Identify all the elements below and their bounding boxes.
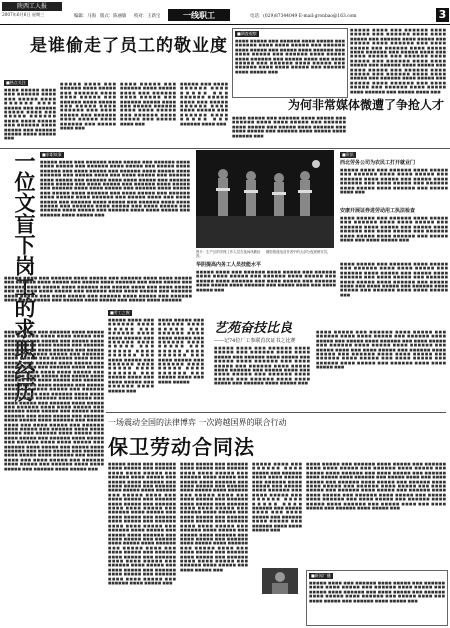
body-text-block: ■■■■■ ■■■■ ■■■ ■■■■■■ ■■■■ ■■■■■ ■■■ ■■■■■■ ■■■■ ■■■■ ■■■■■ ■■■ ■■■■■■ ■■■■ ■■■■■ ■■■ ■■■■■ ■■■■ ■■■■■■ ■■■ ■■■■ ■■■■■ ■■■ ■■■■■■ ■■■■ ■■■■■ ■■■■ ■■■■■■ ■■■ ■■■■■ ■■■■ ■■■ ■■■■ ■■■■■ ■■■ ■■■■■■ ■■■■ ■■■■■ ■■■ bbox=[309, 581, 445, 603]
body-text-block: ■■■■ ■■■■■ ■■■ ■■■■■■ ■■■■ ■■■■■ ■■■ ■■■■■■ ■■■■ ■■■■ ■■■■■ ■■■ ■■■■■■ ■■■■ ■■■■■ ■■■ ■■■■■ ■■■■ ■■■■■■ ■■■ ■■■■ ■■■■■ ■■■ ■■■■■■ ■■■■ ■■■■■ ■■■■ ■■■■■■ ■■■ ■■■■■ ■■■■ ■■■ ■■■■ ■■■■■ ■■■ ■■■■■■ ■■■■ ■■■■■ ■■■ ■■■■■■ ■■■■ ■■■■ ■■■■■ ■■■ ■■■■■■ ■■■■ ■■■■■ ■■■ bbox=[235, 39, 345, 74]
headline-main: 是谁偷走了员工的敬业度 bbox=[30, 36, 228, 56]
headline-labor: 保卫劳动合同法 bbox=[108, 435, 255, 459]
photo-worker bbox=[262, 568, 298, 594]
section-divider bbox=[0, 148, 450, 149]
dateline: 2007年6月6日 星期三 bbox=[2, 12, 45, 17]
headline-media: 为何非常媒体微遭了争抢人才 bbox=[288, 98, 445, 112]
tag-news-broadcast: ■新闻广播 bbox=[311, 573, 331, 578]
boxed-article bbox=[232, 28, 348, 98]
tag-hot: ■热点关注 bbox=[6, 80, 26, 85]
contact-phone bbox=[250, 13, 356, 19]
headline-labor-sub: 一场震动全国的法律博弈 一次跨越国界的联合行动 bbox=[108, 418, 287, 427]
proof-credit: 校对：王新宝 bbox=[134, 14, 161, 19]
body-text-block: ■■■■■ ■■■■ ■■■ ■■■■■■ ■■■■ ■■■■■ ■■■ ■■■■■■ ■■■■ ■■■■ ■■■■■ ■■■ ■■■■■■ ■■■■ ■■■■■ ■■■ ■■■■■ ■■■■ ■■■■■■ ■■■ ■■■■ ■■■■■ ■■■ ■■■■■■ ■■■■ ■■■■■ ■■■■ ■■■■■■ ■■■ ■■■■■ ■■■■ ■■■ ■■■■ ■■■■■ ■■■ bbox=[196, 270, 336, 292]
headline-skill: 艺苑奋技比良 bbox=[214, 321, 293, 336]
brief-headline: 西北劳务公司为农民工打开就业门 bbox=[340, 160, 416, 166]
photo-caption: 摄影报道组及作者中的大部分夜班保安员。 bbox=[266, 250, 331, 254]
photo-caption: 图片：生产区的安保工作人员在夜间执勤检查。 bbox=[196, 250, 261, 259]
page-number: 3 bbox=[436, 8, 449, 22]
phone-text: 电话：(029)87344049 bbox=[250, 14, 298, 19]
body-text-block: ■■■■■ ■■■■ ■■■ ■■■■■■ ■■■■ ■■■■■ ■■■ ■■■■■■ ■■■■ ■■■■ ■■■■■ ■■■ ■■■■■■ ■■■■ ■■■■■ ■■■ ■■■■■ ■■■■ ■■■■■■ ■■■ ■■■■ ■■■■■ ■■■ ■■■■■■ ■■■■ ■■■■■ ■■■■ ■■■■■■ ■■■ ■■■■■ ■■■■ ■■■ ■■■■ ■■■■■ ■■■ ■■■■■■ ■■■■ ■■■■■ ■■■ ■■■■■■ ■■■■ ■■■■ ■■■■■ ■■■ ■■■■■■ ■■■■ ■■■■■ ■■■ ■■■■ ■■■■■ ■■■ ■■■■■■ ■■■■ ■■■■■ ■■■ ■■■■■■ ■■■■ ■■■■ ■■■■■ ■■■ ■■■■■■ ■■■■ ■■■■■ ■■■ ■■■■■ ■■■■ ■■■■■■ ■■■ ■■■■ ■■■■■ ■■■ ■■■■■■ ■■■■ ■■■■■ ■■■■ ■■■■■■ ■■■ ■■■■■ ■■■■ ■■■ bbox=[350, 28, 446, 94]
header-rule bbox=[0, 24, 450, 25]
design-credit: 版式：陈丽敏 bbox=[100, 14, 127, 19]
body-text-block: ■■■■ ■■■■■ ■■■ ■■■■■■ ■■■■ ■■■■■ ■■■ ■■■■■■ ■■■■ ■■■■ ■■■■■ ■■■ ■■■■■■ ■■■■ ■■■■■ ■■■ ■■■■■ ■■■■ ■■■■■■ ■■■ ■■■■ ■■■■■ ■■■ ■■■■■■ ■■■■ ■■■■■ ■■■■ ■■■■■■ ■■■ ■■■■■ ■■■■ ■■■ ■■■■ ■■■■■ ■■■ bbox=[340, 216, 448, 243]
body-text-block: ■■■■■ ■■■■ ■■■ ■■■■■■ ■■■■ ■■■■■ ■■■ ■■■■■■ ■■■■ ■■■■ ■■■■■ ■■■ ■■■■■■ ■■■■ ■■■■■ ■■■ ■■■■■ ■■■■ ■■■■■■ ■■■ ■■■■ ■■■■■ ■■■ ■■■■■■ ■■■■ ■■■■■ ■■■■ ■■■■■■ ■■■ ■■■■■ ■■■■ ■■■ bbox=[60, 82, 116, 131]
body-text-block: ■■■■■ ■■■■ ■■■ ■■■■■■ ■■■■ ■■■■■ ■■■ ■■■■■■ ■■■■ ■■■■ ■■■■■ ■■■ ■■■■■■ ■■■■ ■■■■■ ■■■ ■■■■■ ■■■■ ■■■■■■ ■■■ ■■■■ ■■■■■ ■■■ ■■■■■■ ■■■■ ■■■■■ ■■■■ ■■■■■■ ■■■ ■■■■■ ■■■■ ■■■ bbox=[340, 168, 448, 195]
tag-labor-window: ■劳工之窗 bbox=[110, 310, 130, 315]
news-photo bbox=[196, 150, 334, 248]
body-text-block: ■■■■ ■■■■■ ■■■ ■■■■■■ ■■■■ ■■■■■ ■■■ ■■■■■■ ■■■■ ■■■■ ■■■■■ ■■■ ■■■■■■ ■■■■ ■■■■■ ■■■ ■■■■■ ■■■■ ■■■■■■ ■■■ ■■■■ ■■■■■ ■■■ ■■■■■■ ■■■■ ■■■■■ ■■■■ ■■■■■■ ■■■ ■■■■■ ■■■■ ■■■ ■■■■ ■■■■■ ■■■ ■■■■■■ ■■■■ ■■■■■ ■■■ ■■■■■■ ■■■■ ■■■■ ■■■■■ ■■■ bbox=[340, 262, 448, 297]
email-text: E-mail:gronbao@163.com bbox=[298, 14, 357, 19]
headline-vertical: 一位文盲下岗工的求职经历 bbox=[12, 150, 37, 402]
editor-credit: 编辑：马海 bbox=[74, 14, 96, 19]
tag-job-story: ■求职故事 bbox=[42, 152, 62, 157]
body-text-block: ■■■■ ■■■■■ ■■■ ■■■■■■ ■■■■ ■■■■■ ■■■ ■■■■■■ ■■■■ ■■■■ ■■■■■ ■■■ ■■■■■■ ■■■■ ■■■■■ ■■■ ■■■■■ ■■■■ ■■■■■■ ■■■ ■■■■ ■■■■■ ■■■ ■■■■■■ ■■■■ ■■■■■ ■■■■ ■■■■■■ ■■■ bbox=[232, 116, 346, 138]
body-text-block: ■■■■ ■■■■■ ■■■ ■■■■■■ ■■■■ ■■■■■ ■■■ ■■■■■■ ■■■■ ■■■■ ■■■■■ ■■■ ■■■■■■ ■■■■ ■■■■■ ■■■ ■■■■■ ■■■■ ■■■■■■ ■■■ ■■■■ ■■■■■ ■■■ ■■■■■■ ■■■■ ■■■■■ ■■■■ ■■■■■■ ■■■ ■■■■■ ■■■■ ■■■ ■■■■ ■■■■■ ■■■ ■■■■■■ ■■■■ ■■■■■ ■■■ ■■■■■■ ■■■■ ■■■■ ■■■■■ ■■■ ■■■■■■ ■■■■ ■■■■■ ■■■ ■■■■ ■■■■■ ■■■ ■■■■■■ ■■■■ ■■■■■ ■■■ ■■■■■■ ■■■■ ■■■■ ■■■■■ ■■■ ■■■■■■ ■■■■ ■■■■■ ■■■ ■■■■■ ■■■■ ■■■■■■ ■■■ ■■■■ ■■■■■ ■■■ ■■■■■■ ■■■■ ■■■■■ ■■■■ ■■■■■■ ■■■ ■■■■■ ■■■■ ■■■ ■■■■ ■■■■■ ■■■ ■■■■■■ ■■■■ ■■■■■ ■■■ bbox=[306, 462, 446, 511]
body-text-block: ■■■■ ■■■■■ ■■■ ■■■■■■ ■■■■ ■■■■■ ■■■ ■■■■■■ ■■■■ ■■■■ ■■■■■ ■■■ ■■■■■■ ■■■■ ■■■■■ ■■■ ■■■■■ ■■■■ ■■■■■■ ■■■ ■■■■ ■■■■■ ■■■ ■■■■■■ ■■■■ ■■■■■ ■■■■ ■■■■■■ ■■■ ■■■■■ ■■■■ ■■■ ■■■■ ■■■■■ ■■■ ■■■■■■ ■■■■ ■■■■■ ■■■ ■■■■■■ ■■■■ ■■■■ ■■■■■ ■■■ ■■■■■■ ■■■■ ■■■■■ ■■■ ■■■■ ■■■■■ ■■■ ■■■■■■ ■■■■ ■■■■■ ■■■ ■■■■■■ ■■■■ ■■■■ ■■■■■ ■■■ bbox=[316, 330, 446, 370]
body-text-block: ■■■■■ ■■■■ ■■■ ■■■■■■ ■■■■ ■■■■■ ■■■ ■■■■■■ ■■■■ ■■■■ ■■■■■ ■■■ ■■■■■■ ■■■■ ■■■■■ ■■■ ■■■■■ ■■■■ ■■■■■■ ■■■ ■■■■ ■■■■■ ■■■ ■■■■■■ ■■■■ ■■■■■ ■■■■ ■■■■■■ ■■■ ■■■■■ ■■■■ ■■■ ■■■■ ■■■■■ ■■■ ■■■■■■ ■■■■ ■■■■■ ■■■ ■■■■■■ ■■■■ ■■■■ ■■■■■ ■■■ ■■■■■■ ■■■■ ■■■■■ ■■■ ■■■■ ■■■■■ ■■■ ■■■■■■ ■■■■ ■■■■■ ■■■ ■■■■■■ ■■■■ ■■■■ ■■■■■ ■■■ ■■■■■■ ■■■■ ■■■■■ ■■■ ■■■■■ ■■■■ ■■■■■■ ■■■ ■■■■ ■■■■■ ■■■ ■■■■■■ ■■■■ ■■■■■ ■■■■ ■■■■■■ ■■■ ■■■■■ ■■■■ ■■■ ■■■■ ■■■■■ ■■■ ■■■■■■ ■■■■ ■■■■■ ■■■ ■■■■■■ ■■■■ ■■■■ ■■■■■ ■■■ ■■■■■■ ■■■■ ■■■■■ ■■■ ■■■■ ■■■■■ ■■■ ■■■■■■ ■■■■ ■■■■■ ■■■ ■■■■■■ ■■■■ ■■■■ ■■■■■ ■■■ ■■■■■■ ■■■■ ■■■■■ ■■■ bbox=[40, 160, 190, 217]
body-text-block: ■■■■■ ■■■■ ■■■ ■■■■■■ ■■■■ ■■■■■ ■■■ ■■■■■■ ■■■■ ■■■■ ■■■■■ ■■■ ■■■■■■ ■■■■ ■■■■■ ■■■ ■■■■■ ■■■■ ■■■■■■ ■■■ ■■■■ ■■■■■ ■■■ ■■■■■■ ■■■■ ■■■■■ ■■■■ ■■■■■■ ■■■ ■■■■■ ■■■■ ■■■ ■■■■ ■■■■■ ■■■ ■■■■■■ ■■■■ ■■■■■ ■■■ ■■■■■■ ■■■■ ■■■■ ■■■■■ ■■■ ■■■■■■ ■■■■ ■■■■■ ■■■ ■■■■ ■■■■■ ■■■ ■■■■■■ ■■■■ ■■■■■ ■■■ ■■■■■■ ■■■■ ■■■■ ■■■■■ ■■■ ■■■■■■ ■■■■ ■■■■■ ■■■ ■■■■■ ■■■■ ■■■■■■ bbox=[4, 276, 192, 303]
photo-night-guards bbox=[196, 150, 334, 248]
body-text-block: ■■■■■ ■■■■ ■■■ ■■■■■■ ■■■■ ■■■■■ ■■■ ■■■■■■ ■■■■ ■■■■ ■■■■■ ■■■ ■■■■■■ ■■■■ ■■■■■ ■■■ ■■■■■ ■■■■ ■■■■■■ ■■■ ■■■■ ■■■■■ ■■■ ■■■■■■ ■■■■ ■■■■■ ■■■■ ■■■■■■ ■■■ ■■■■■ ■■■■ ■■■ ■■■■ ■■■■■ ■■■ ■■■■■■ ■■■■ ■■■■■ ■■■ ■■■■■■ ■■■■ ■■■■ ■■■■■ ■■■ bbox=[252, 462, 302, 533]
body-text-block: ■■■■■ ■■■■ ■■■ ■■■■■■ ■■■■ ■■■■■ ■■■ ■■■■■■ ■■■■ ■■■■ ■■■■■ ■■■ ■■■■■■ ■■■■ ■■■■■ ■■■ ■■■■■ ■■■■ ■■■■■■ ■■■ ■■■■ ■■■■■ ■■■ ■■■■■■ ■■■■ ■■■■■ ■■■■ ■■■■■■ ■■■ ■■■■■ ■■■■ ■■■ ■■■■ ■■■■■ ■■■ ■■■■■■ ■■■■ ■■■■■ ■■■ ■■■■■■ ■■■■ ■■■■ ■■■■■ ■■■ ■■■■■■ ■■■■ ■■■■■ ■■■ bbox=[214, 346, 310, 386]
masthead-logo: 陕西工人报 bbox=[2, 2, 62, 11]
body-text-block: ■■■■ ■■■■■ ■■■ ■■■■■■ ■■■■ ■■■■■ ■■■■ ■■■ ■■■■■■ ■■■■ ■■■■■ ■■■ ■■■■■■ ■■■■■ ■■■■ ■■■ ■■■■■ ■■■■■■ ■■■■ ■■■■ ■■■■■ ■■■ ■■■■■■ ■■■■ ■■■■■ ■■■ ■■■■■ ■■■■ ■■■ bbox=[120, 82, 176, 126]
brief-headline: 华阴提高内务工人员技能水平 bbox=[196, 262, 262, 268]
tag-survey: ■调查观察 bbox=[237, 31, 257, 36]
headline-skill-sub: ——记74位厂工参联首次证书之比赛 bbox=[214, 338, 296, 344]
body-text-block: ■■■■■ ■■■■ ■■■ ■■■■■■ ■■■■ ■■■■■ ■■■ ■■■■■■ ■■■■ ■■■■ ■■■■■ ■■■ ■■■■■■ ■■■■ ■■■■■ ■■■ ■■■■■ ■■■■ ■■■■■■ ■■■ ■■■■ ■■■■■ ■■■ ■■■■■■ ■■■■ ■■■■■ ■■■■ ■■■■■■ ■■■ ■■■■■ ■■■■ ■■■ ■■■■ ■■■■■ ■■■ ■■■■■■ ■■■■ ■■■■■ ■■■ ■■■■■■ ■■■■ ■■■■ ■■■■■ ■■■ ■■■■■■ ■■■■ ■■■■■ ■■■ ■■■■ ■■■■■ ■■■ ■■■■■■ ■■■■ ■■■■■ ■■■ ■■■■■■ ■■■■ ■■■■ ■■■■■ ■■■ ■■■■■■ ■■■■ ■■■■■ ■■■ ■■■■■ ■■■■ ■■■■■■ ■■■ ■■■■ ■■■■■ ■■■ ■■■■■■ ■■■■ ■■■■■ ■■■■ ■■■■■■ ■■■ ■■■■■ ■■■■ ■■■ ■■■■ ■■■■■ ■■■ ■■■■■■ ■■■■ ■■■■■ ■■■ ■■■■■■ ■■■■ ■■■■ ■■■■■ ■■■ ■■■■■■ ■■■■ ■■■■■ ■■■ ■■■■ ■■■■■ ■■■ ■■■■■■ ■■■■ ■■■■■ ■■■ ■■■■■■ ■■■■ ■■■■ ■■■■■ ■■■ ■■■■■■ ■■■■ ■■■■■ ■■■ bbox=[108, 462, 176, 585]
news-photo-small bbox=[262, 568, 298, 594]
body-text-block: ■■■■■ ■■■■ ■■■ ■■■■■■ ■■■■ ■■■■■ ■■■ ■■■■■■ ■■■■ ■■■■ ■■■■■ ■■■ ■■■■■■ ■■■■ ■■■■■ ■■■ ■■■■■ ■■■■ ■■■■■■ ■■■ ■■■■ ■■■■■ ■■■ ■■■■■■ ■■■■ ■■■■■ ■■■■ ■■■■■■ ■■■ ■■■■■ ■■■■ ■■■ ■■■■ ■■■■■ ■■■ ■■■■■■ ■■■■ ■■■■■ ■■■ bbox=[108, 318, 154, 393]
body-text-block: ■■■■ ■■■■■ ■■■ ■■■■■■ ■■■■ ■■■■■ ■■■ ■■■■■■ ■■■■ ■■■■ ■■■■■ ■■■ ■■■■■■ ■■■■ ■■■■■ ■■■ ■■■■■ ■■■■ ■■■■■■ ■■■ ■■■■ ■■■■■ ■■■ ■■■■■■ ■■■■ ■■■■■ ■■■■ ■■■■■■ ■■■ ■■■■■ ■■■■ ■■■ ■■■■ ■■■■■ bbox=[158, 318, 204, 384]
body-text-block: ■■■■ ■■■■■ ■■■ ■■■■■■ ■■■■ ■■■■■ ■■■ ■■■■■■ ■■■■ ■■■■ ■■■■■ ■■■ ■■■■■■ ■■■■ ■■■■■ ■■■ ■■■■■ ■■■■ ■■■■■■ ■■■ ■■■■ ■■■■■ ■■■ ■■■■■■ ■■■■ ■■■■■ ■■■■ ■■■■■■ ■■■ ■■■■■ ■■■■ ■■■ ■■■■ ■■■■■ ■■■ ■■■■■■ ■■■■ ■■■■■ ■■■ ■■■■■■ ■■■■ ■■■■ ■■■■■ ■■■ ■■■■■■ ■■■■ ■■■■■ ■■■ ■■■■ ■■■■■ ■■■ ■■■■■■ ■■■■ ■■■■■ ■■■ ■■■■■■ ■■■■ ■■■■ ■■■■■ ■■■ ■■■■■■ ■■■■ ■■■■■ ■■■ ■■■■■ ■■■■ ■■■■■■ ■■■ ■■■■ ■■■■■ ■■■ ■■■■■■ ■■■■ ■■■■■ ■■■■ ■■■■■■ ■■■ ■■■■■ ■■■■ ■■■ ■■■■ ■■■■■ ■■■ ■■■■■■ ■■■■ ■■■■■ ■■■ ■■■■■■ ■■■■ ■■■■ ■■■■■ ■■■ ■■■■■■ ■■■■ ■■■■■ ■■■ ■■■■ ■■■■■ ■■■ bbox=[180, 462, 248, 572]
body-text-block: ■■■■■ ■■■■ ■■■ ■■■■■■ ■■■■ ■■■■■ ■■■ ■■■■■■ ■■■■ ■■■■ ■■■■■ ■■■ ■■■■■■ ■■■■ ■■■■■ ■■■ ■■■■■ ■■■■ ■■■■■■ ■■■ ■■■■ ■■■■■ ■■■ ■■■■■■ ■■■■ ■■■■■ ■■■■ ■■■■■■ ■■■ ■■■■■ ■■■■ ■■■ ■■■■ ■■■■■ ■■■ ■■■■■■ ■■■■ ■■■■■ ■■■ ■■■■■■ ■■■■ ■■■■ ■■■■■ ■■■ ■■■■■■ ■■■■ ■■■■■ ■■■ ■■■■ ■■■■■ ■■■ ■■■■■■ ■■■■ ■■■■■ ■■■ ■■■■■■ ■■■■ ■■■■ ■■■■■ ■■■ ■■■■■■ ■■■■ ■■■■■ ■■■ ■■■■■ ■■■■ ■■■■■■ ■■■ ■■■■ ■■■■■ ■■■ ■■■■■■ ■■■■ ■■■■■ ■■■■ ■■■■■■ ■■■ ■■■■■ ■■■■ ■■■ ■■■■ ■■■■■ ■■■ ■■■■■■ ■■■■ ■■■■■ ■■■ ■■■■■■ ■■■■ ■■■■ ■■■■■ ■■■ ■■■■■■ ■■■■ ■■■■■ ■■■ ■■■■ ■■■■■ ■■■ ■■■■■■ ■■■■ ■■■■■ ■■■ ■■■■■■ ■■■■ ■■■■ ■■■■■ ■■■ ■■■■■■ ■■■■ ■■■■■ ■■■ ■■■■■ ■■■■ ■■■■■■ ■■■ ■■■■ ■■■■■ ■■■ ■■■■■■ ■■■■ ■■■■■ ■■■■ ■■■■■■ ■■■ ■■■■■ ■■■■ ■■■ ■■■■ ■■■■■ ■■■ ■■■■■■ ■■■■ ■■■■■ ■■■ ■■■■■■ ■■■■ ■■■■ ■■■■■ ■■■ ■■■■■■ ■■■■ ■■■■■ ■■■ ■■■■ ■■■■■ ■■■ ■■■■■■ ■■■■ ■■■■■ ■■■ ■■■■■■ ■■■■ ■■■■ ■■■■■ ■■■ ■■■■■■ ■■■■ ■■■■■ ■■■ ■■■■■ ■■■■ ■■■■■■ ■■■ ■■■■ ■■■■■ ■■■ ■■■■■■ ■■■■ ■■■■■ ■■■■ ■■■■■■ ■■■ ■■■■■ ■■■■ ■■■ ■■■■ ■■■■■ ■■■ ■■■■■■ ■■■■ ■■■■■ ■■■ ■■■■■■ ■■■■ ■■■■ ■■■■■ ■■■ ■■■■■■ ■■■■ ■■■■■ ■■■ bbox=[4, 330, 104, 471]
boxed-notice bbox=[306, 570, 448, 626]
section-divider bbox=[106, 412, 446, 413]
body-text-block: ■■■■ ■■■■■ ■■■■ ■■■ ■■■■■■ ■■■■ ■■■ ■■■■■ ■■■■ ■■■■■■ ■■■■ ■■■■■ ■■■ ■■■■■■ ■■■■■ ■■■■ ■■■ ■■■■■ ■■■■■■ ■■■■ ■■■■ ■■■■■ ■■■ ■■■■■■ ■■■■ ■■■■■ ■■■ ■■■■■■ ■■■■■ ■■■■ ■■■■■ ■■■ bbox=[4, 88, 56, 141]
body-text-block: ■■■■■ ■■■ ■■■■ ■■■■■■ ■■■■ ■■■■■ ■■■ ■■■■■■ ■■■■■ ■■■■ ■■■ ■■■■■ ■■■■■■ ■■■■ ■■■■ ■■■■■ ■■■ ■■■■■■ ■■■■ ■■■■■ ■■■ ■■■■■■ ■■■■ ■■■ bbox=[180, 82, 228, 126]
section-title: 一线职工 bbox=[168, 9, 230, 21]
tag-info: ■资讯 bbox=[342, 152, 354, 157]
brief-headline: 安康开展证券进劳动用工执法检查 bbox=[340, 208, 416, 214]
page-header bbox=[0, 0, 450, 26]
